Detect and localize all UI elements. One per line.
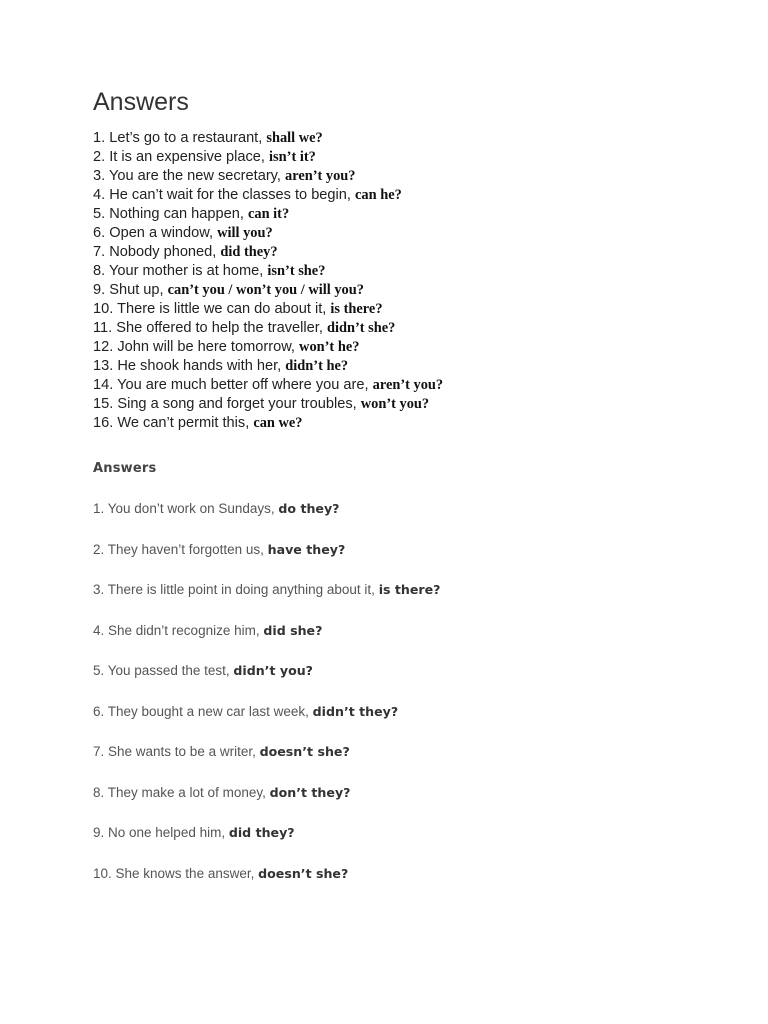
item-prompt: 9. No one helped him, <box>93 825 229 840</box>
list-item <box>93 186 733 205</box>
item-answer: didn’t he? <box>285 358 349 374</box>
item-prompt: 5. You passed the test, <box>93 663 234 678</box>
item-prompt: 9. Shut up, <box>93 282 168 298</box>
item-answer: didn’t you? <box>233 663 313 678</box>
list-item <box>93 784 733 802</box>
section2-answer-list <box>93 500 733 883</box>
item-prompt: 7. She wants to be a writer, <box>93 744 260 759</box>
list-item <box>93 167 733 186</box>
list-item <box>93 129 733 148</box>
list-item <box>93 414 733 433</box>
item-answer: can he? <box>355 187 402 203</box>
list-item <box>93 281 733 300</box>
list-item <box>93 243 733 262</box>
item-prompt: 5. Nothing can happen, <box>93 206 248 222</box>
item-prompt: 6. Open a window, <box>93 225 218 241</box>
item-answer: have they? <box>267 541 346 557</box>
item-prompt: 10. There is little we can do about it, <box>93 301 331 317</box>
list-item <box>93 300 733 319</box>
item-answer: shall we? <box>266 130 323 146</box>
item-answer: aren’t you? <box>285 168 356 184</box>
item-prompt: 3. There is little point in doing anything about it, <box>93 582 379 597</box>
item-prompt: 14. You are much better off where you are, <box>93 377 373 393</box>
list-item <box>93 865 733 883</box>
item-answer: can’t you / won’t you / will you? <box>167 282 364 298</box>
item-prompt: 3. You are the new secretary, <box>93 168 285 184</box>
item-answer: isn’t it? <box>269 149 316 165</box>
item-prompt: 1. Let’s go to a restaurant, <box>93 130 267 146</box>
list-item <box>93 224 733 243</box>
item-answer: will you? <box>217 225 273 241</box>
list-item <box>93 824 733 842</box>
item-answer: do they? <box>278 501 340 516</box>
item-answer: aren’t you? <box>372 377 444 393</box>
item-answer: did she? <box>263 622 323 638</box>
document-page <box>93 84 733 905</box>
item-answer: isn’t she? <box>267 263 326 279</box>
section1-answer-list <box>93 129 733 433</box>
item-prompt: 1. You don’t work on Sundays, <box>93 501 279 516</box>
item-prompt: 11. She offered to help the traveller, <box>93 320 327 336</box>
item-prompt: 12. John will be here tomorrow, <box>93 339 300 355</box>
list-item <box>93 581 733 599</box>
item-prompt: 2. They haven’t forgotten us, <box>93 541 268 557</box>
section1-title: Answers <box>93 88 189 116</box>
list-item <box>93 500 733 518</box>
list-item <box>93 395 733 414</box>
list-item <box>93 205 733 224</box>
list-item <box>93 541 733 559</box>
item-answer: didn’t they? <box>312 703 399 719</box>
item-answer: did they? <box>220 244 278 260</box>
item-answer: can it? <box>247 206 290 222</box>
item-answer: won’t you? <box>360 396 430 412</box>
list-item <box>93 319 733 338</box>
item-prompt: 15. Sing a song and forget your troubles, <box>93 396 361 412</box>
item-answer: didn’t she? <box>326 320 396 336</box>
item-prompt: 8. They make a lot of money, <box>93 784 270 800</box>
list-item <box>93 148 733 167</box>
item-prompt: 10. She knows the answer, <box>93 865 259 881</box>
list-item <box>93 743 733 761</box>
item-answer: can we? <box>253 415 303 431</box>
item-prompt: 4. She didn’t recognize him, <box>93 622 264 638</box>
item-prompt: 8. Your mother is at home, <box>93 263 268 279</box>
list-item <box>93 622 733 640</box>
list-item <box>93 662 733 680</box>
section2-title: Answers <box>93 461 157 476</box>
item-prompt: 4. He can’t wait for the classes to begin, <box>93 187 356 203</box>
item-answer: doesn’t she? <box>259 744 350 759</box>
item-answer: is there? <box>330 301 383 317</box>
item-answer: did they? <box>228 825 295 840</box>
item-prompt: 16. We can’t permit this, <box>93 415 254 431</box>
list-item <box>93 338 733 357</box>
item-prompt: 13. He shook hands with her, <box>93 358 286 374</box>
item-answer: doesn’t she? <box>258 865 349 881</box>
list-item <box>93 262 733 281</box>
item-answer: won’t he? <box>299 339 360 355</box>
item-answer: don’t they? <box>269 784 351 800</box>
item-prompt: 2. It is an expensive place, <box>93 149 270 165</box>
list-item <box>93 703 733 721</box>
item-prompt: 6. They bought a new car last week, <box>93 703 313 719</box>
list-item <box>93 357 733 376</box>
item-prompt: 7. Nobody phoned, <box>93 244 221 260</box>
list-item <box>93 376 733 395</box>
item-answer: is there? <box>378 582 441 597</box>
